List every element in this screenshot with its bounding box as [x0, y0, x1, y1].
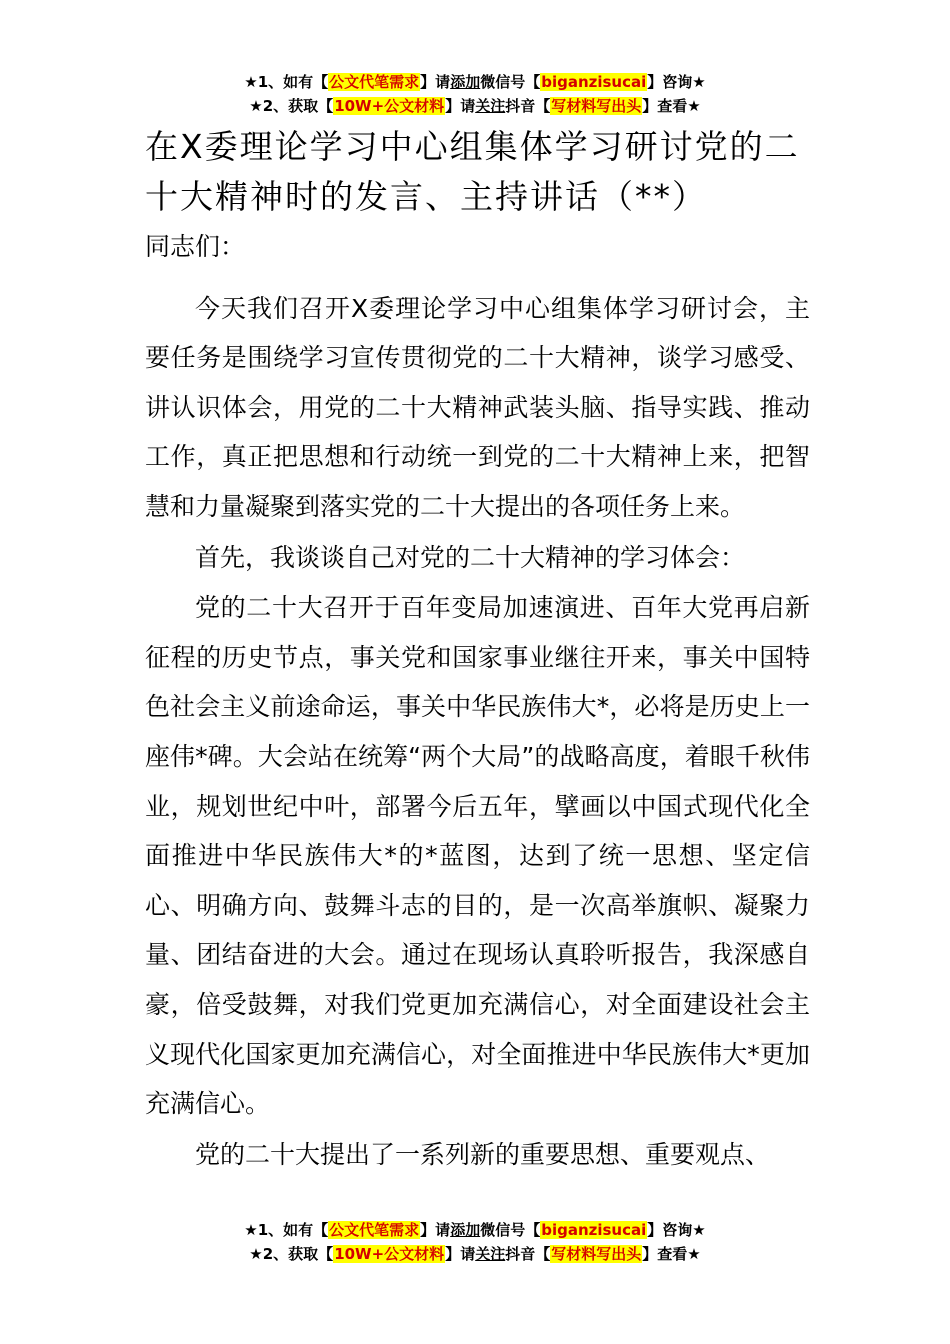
header-banner [0, 70, 950, 118]
banner-text: 】查看★ [642, 97, 701, 115]
banner-text: ★1、如有【 [244, 73, 329, 91]
banner-line-2 [0, 1242, 950, 1266]
paragraph-3: 党的二十大召开于百年变局加速演进、百年大党再启新征程的历史节点，事关党和国家事业继往开来，事关中国特色社会主义前途命运，事关中华民族伟大*，必将是历史上一座伟*碑。大会站在统筹“两个大局”的战略高度，着眼千秋伟业，规划世纪中叶，部署今后五年，擘画以中国式现代化全面推进中华民族伟大*的*蓝图，达到了统一思想、坚定信心、明确方向、鼓舞斗志的目的，是一次高举旗帜、凝聚力量、团结奋进的大会。通过在现场认真聆听报告，我深感自豪，倍受鼓舞，对我们党更加充满信心，对全面建设社会主义现代化国家更加充满信心，对全面推进中华民族伟大*更加充满信心。 [145, 593, 810, 1119]
banner-text: 】咨询★ [647, 73, 706, 91]
banner-text: 】请 [420, 73, 451, 91]
banner-text: 】查看★ [642, 1245, 701, 1263]
banner-underline: 添加 [450, 1221, 481, 1239]
banner-text: ★1、如有【 [244, 1221, 329, 1239]
banner-text: 微信号【 [480, 1221, 541, 1239]
banner-text: ★2、获取【 [249, 97, 334, 115]
banner-highlight: biganzisucai [541, 1221, 647, 1239]
banner-highlight: 10W+公文材料 [334, 97, 445, 115]
banner-highlight: 写材料写出头 [551, 1245, 642, 1263]
banner-highlight: biganzisucai [541, 73, 647, 91]
footer-banner [0, 1218, 950, 1266]
banner-text: 抖音【 [505, 1245, 551, 1263]
banner-underline: 添加 [450, 73, 481, 91]
banner-highlight: 公文代笔需求 [329, 73, 420, 91]
banner-underline: 关注 [475, 1245, 506, 1263]
paragraph-2: 首先，我谈谈自己对党的二十大精神的学习体会： [195, 542, 746, 572]
banner-text: 抖音【 [505, 97, 551, 115]
banner-highlight: 10W+公文材料 [334, 1245, 445, 1263]
banner-highlight: 写材料写出头 [551, 97, 642, 115]
banner-text: 微信号【 [480, 73, 541, 91]
banner-highlight: 公文代笔需求 [329, 1221, 420, 1239]
banner-underline: 关注 [475, 97, 506, 115]
salutation: 同志们： [145, 232, 246, 261]
banner-line-2 [0, 94, 950, 118]
paragraph-4: 党的二十大提出了一系列新的重要思想、重要观点、 [195, 1139, 771, 1169]
banner-text: 】请 [445, 1245, 476, 1263]
banner-text: 】咨询★ [647, 1221, 706, 1239]
paragraph-1: 今天我们召开X委理论学习中心组集体学习研讨会，主要任务是围绕学习宣传贯彻党的二十大精神，谈学习感受、讲认识体会，用党的二十大精神武装头脑、指导实践、推动工作，真正把思想和行动统一到党的二十大精神上来，把智慧和力量凝聚到落实党的二十大提出的各项任务上来。 [145, 293, 810, 521]
banner-line-1 [0, 1218, 950, 1242]
document-body [145, 222, 810, 1179]
banner-text: 】请 [445, 97, 476, 115]
banner-text: 】请 [420, 1221, 451, 1239]
banner-text: ★2、获取【 [249, 1245, 334, 1263]
banner-line-1 [0, 70, 950, 94]
document-title: 在X委理论学习中心组集体学习研讨党的二十大精神时的发言、主持讲话（**） [145, 127, 800, 216]
